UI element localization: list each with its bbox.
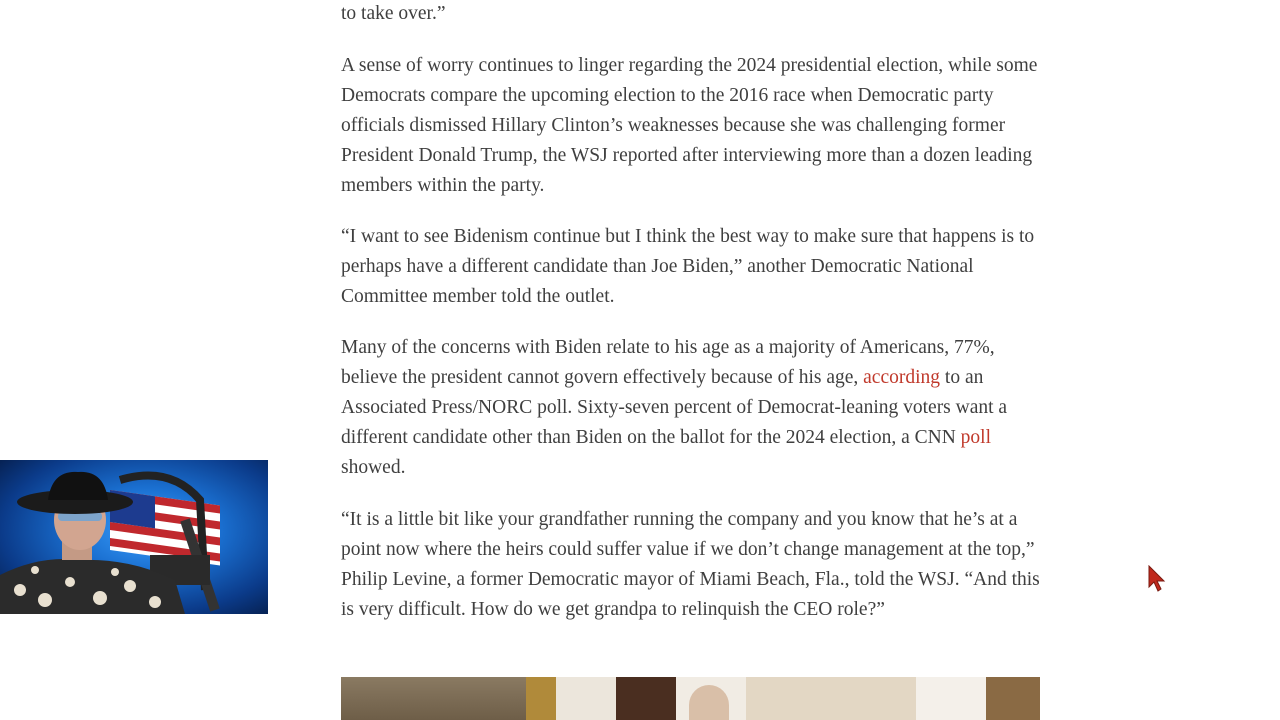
paragraph-levine-quote: “It is a little bit like your grandfather running the company and you know that he’s at a point now where the heirs could suffer value if we don’t change management at the top,” Philip Levine, a former Democratic mayor of Miami Beach, Fla., told the WSJ. “And this is very difficult. How do we get grandpa to relinquish the CEO role?”	[341, 509, 1040, 620]
paragraph-worry: A sense of worry continues to linger regarding the 2024 presidential election, while some Democrats compare the upcoming election to the 2016 race when Democratic party officials dismissed Hillary Clinton’s weaknesses because she was challenging former President Donald Trump, the WSJ reported after interviewing more than a dozen leading members within the party.	[341, 55, 1038, 196]
article-photo	[341, 677, 1040, 720]
paragraph-text: to an Associated Press/NORC poll. Sixty-seven percent of Democrat-leaning voters want a different candidate other than Biden on the ballot for the 2024 election, a CNN	[341, 367, 1008, 448]
paragraph-text: showed.	[341, 457, 406, 478]
paragraph-bidenism-quote: “I want to see Bidenism continue but I think the best way to make sure that happens is to perhaps have a different candidate than Joe Biden,” another Democratic National Committee member told the outlet.	[341, 226, 1035, 307]
mouse-pointer-icon	[1148, 565, 1168, 593]
according-link[interactable]: according	[863, 367, 941, 388]
webcam-overlay	[0, 460, 268, 614]
poll-link[interactable]: poll	[960, 427, 992, 448]
paragraph-quote-end: to take over.”	[341, 3, 446, 24]
streamer-video-icon	[0, 460, 268, 614]
paragraph-age-concerns	[341, 333, 1047, 483]
paragraph-text: Many of the concerns with Biden relate to his age as a majority of Americans, 77%, believe the president cannot govern effectively because of his age,	[341, 337, 995, 388]
